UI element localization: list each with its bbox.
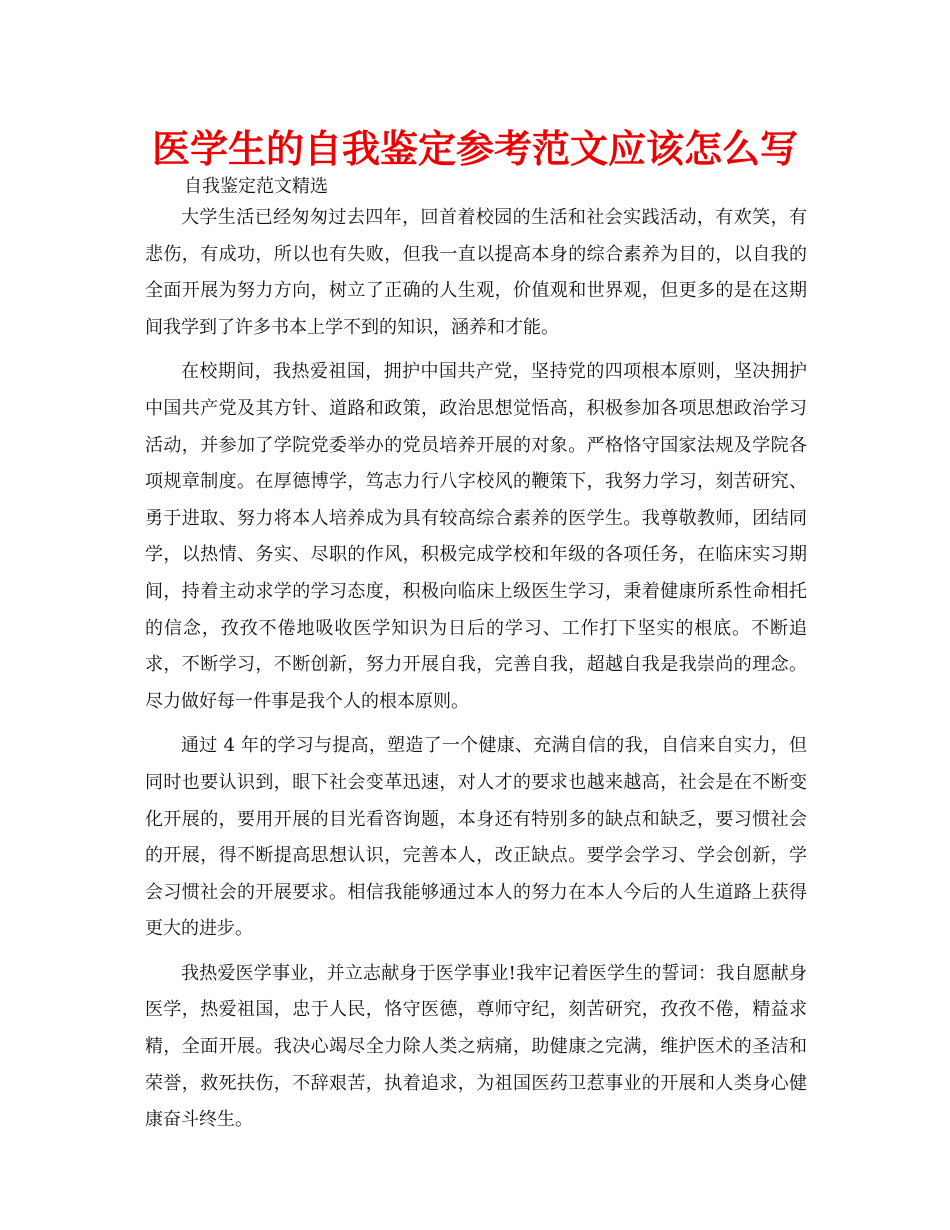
document-subtitle: 自我鉴定范文精选 bbox=[184, 176, 328, 197]
document-title: 医学生的自我鉴定参考范文应该怎么写 bbox=[151, 127, 798, 171]
paragraph: 通过 4 年的学习与提高，塑造了一个健康、充满自信的我，自信来自实力，但同时也要认识到，眼下社会变革迅速，对人才的要求也越来越高，社会是在不断变化开展的，要用开展的目光看咨询题，本身还有特别多的缺点和缺乏，要习惯社会的开展，得不断提高思想认识，完善本人，改正缺点。要学会学习、学会创新，学会习惯社会的开展要求。相信我能够通过本人的努力在本人今后的人生道路上获得更大的进步。 bbox=[145, 735, 807, 940]
document-body bbox=[145, 200, 807, 1147]
paragraph: 在校期间，我热爱祖国，拥护中国共产党，坚持党的四项根本原则，坚决拥护中国共产党及其方针、道路和政策，政治思想觉悟高，积极参加各项思想政治学习活动，并参加了学院党委举办的党员培养开展的对象。严格恪守国家法规及学院各项规章制度。在厚德博学，笃志力行八字校风的鞭策下，我努力学习，刻苦研究、勇于进取、努力将本人培养成为具有较高综合素养的医学生。我尊敬教师，团结同学，以热情、务实、尽职的作风，积极完成学校和年级的各项任务，在临床实习期间，持着主动求学的学习态度，积极向临床上级医生学习，秉着健康所系性命相托的信念，孜孜不倦地吸收医学知识为日后的学习、工作打下坚实的根底。不断追求，不断学习，不断创新，努力开展自我，完善自我，超越自我是我崇尚的理念。尽力做好每一件事是我个人的根本原则。 bbox=[145, 361, 807, 712]
paragraph: 我热爱医学事业，并立志献身于医学事业!我牢记着医学生的誓词：我自愿献身医学，热爱祖国，忠于人民，恪守医德，尊师守纪，刻苦研究，孜孜不倦，精益求精，全面开展。我决心竭尽全力除人类之病痛，助健康之完满，维护医术的圣洁和荣誉，救死扶伤，不辞艰苦，执着追求，为祖国医药卫惹事业的开展和人类身心健康奋斗终生。 bbox=[145, 962, 807, 1131]
paragraph: 大学生活已经匆匆过去四年，回首着校园的生活和社会实践活动，有欢笑，有悲伤，有成功，所以也有失败，但我一直以提高本身的综合素养为目的，以自我的全面开展为努力方向，树立了正确的人生观，价值观和世界观，但更多的是在这期间我学到了许多书本上学不到的知识，涵养和才能。 bbox=[145, 207, 807, 338]
